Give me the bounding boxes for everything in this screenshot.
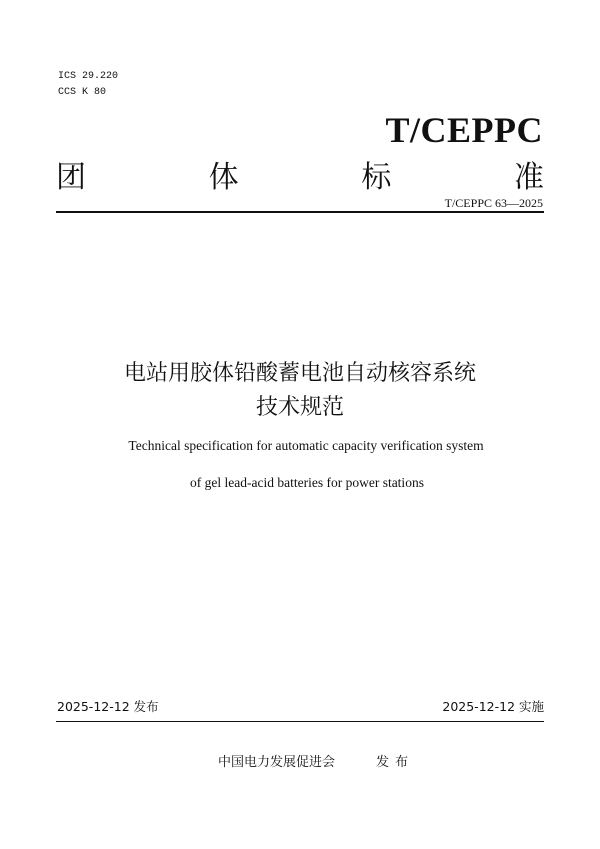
ccs-code: CCS K 80 [58,87,107,98]
publisher-name: 中国电力发展促进会 [218,754,336,769]
standard-type-char: 体 [208,160,239,195]
publish-label: 发布 [376,754,415,769]
implementation-date: 2025-12-12 实施 [442,699,544,714]
ics-code: ICS 29.220 [58,71,119,82]
footer-divider [56,721,544,722]
chinese-title-line-1: 电站用胶体铅酸蓄电池自动核容系统 [123,361,476,386]
standard-type-char: 标 [361,160,392,195]
standard-number: T/CEPPC 63—2025 [444,196,543,210]
english-title-line-1: Technical specification for automatic capacity verification system [128,438,484,453]
standard-type-char: 准 [513,160,544,195]
standard-type-char: 团 [56,160,86,195]
release-date: 2025-12-12 发布 [57,699,159,714]
english-title-line-2: of gel lead-acid batteries for power stations [190,475,424,490]
standard-type-heading [56,156,544,195]
header-divider [56,211,544,213]
chinese-title-line-2: 技术规范 [255,395,344,420]
standard-org-code: T/CEPPC [385,110,543,150]
